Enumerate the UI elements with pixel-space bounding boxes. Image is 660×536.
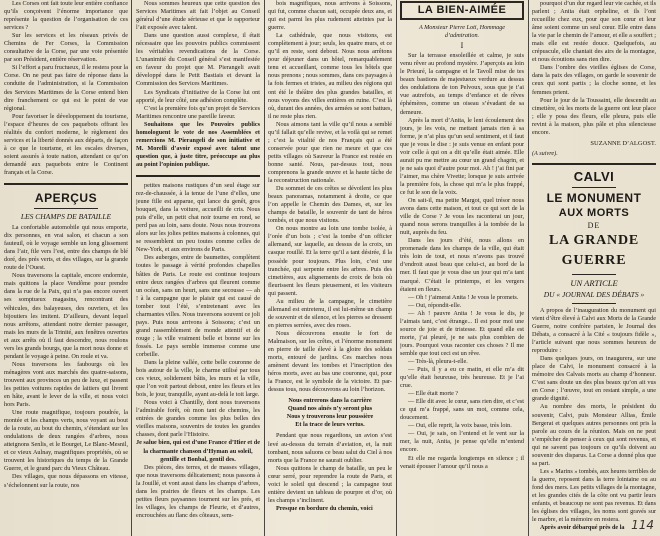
column-5-paragraph: Dans l’ombre des vieilles églises de Corse, dans la paix des villages, on garde le souvenir de ceux qui sont partis ; la cloche sonne, et les femmes prient.: [532, 64, 656, 96]
author-signature: SUZANNE D’ALGOST.: [590, 139, 656, 147]
column-5-paragraph: Dans quelques jours, on inaugurera, sur une place de Calvi, le monument consacré à la mémoire des Calvais morts au champ d’honneur. C’est sans doute un des plus beaux qu’on ait vus en Corse ; l’œuvre, tout en restant simple, a une grande dignité.: [532, 355, 656, 403]
column-3-paragraph: La cathédrale, que nous visitons, est complètement à jour; seuls, les quatre murs, et ce qu’il en reste, sont debout. Nous nous arrêtons pour déjeuner dans un hôtel, remarquablement tenu et accueillant, comme tous les hôtels que nous prenons ; nous sommes, dans ces paysages à la fois fermes et tristes, au milieu des régions qui ont été le théâtre des plus grandes batailles, et nous voyons des villes entières en ruine. C’est là où, durant des années, des armées se sont battues, il ne reste plus rien.: [268, 32, 392, 120]
dedication: A Monsieur Pierre Loti, Hommage d’admiration.: [418, 24, 506, 40]
column-5-paragraph: Au nombre des morts, le président du souvenir, Calvi, puis Monsieur Allias, Émile Bergerat et quelques autres personnes ont pris la parole au cours de la réunion. Mais on ne peut s’empêcher de penser à ceux qui sont revenus, et qui ne savent pas toujours ce qu’ils doivent au souvenir des disparus. La Corse a donné plus que sa part.: [532, 403, 656, 467]
headline-le-monument: LE MONUMENT: [546, 190, 642, 205]
column-4-paragraph: Sur la terrasse ensoleillée et calme, je suis venu rêver au profond mystère. J’aperçois au loin le Prieuré, la campagne et le Tavoll mise de tes beaux bastions de majestueux verdure au dessus des ondulations de ton Pelvoux, sous que je t’ai vue autrefois, au temps d’enfance et de rêves éphémères, comme un oiseau s’évadant de sa demeure.: [400, 52, 524, 116]
column-1-paragraph: Des villages, que nous dépassons en vitesse, s’échelonnent sur la route, nos: [4, 473, 128, 489]
column-5-paragraph: Les « Marins » tombés, aux heures terribles de la guerre, reposent dans la terre lointaine ou au fond des mers. Les petits villages de la montagne, et les grandes cités de la côte ont vu partir leurs enfants, et beaucoup ne sont pas revenus. Et dans les églises des villages, les noms sont gravés sur le marbre, et la mémoire en restera.: [532, 467, 656, 524]
column-3: [268, 0, 392, 536]
column-1-paragraph: Une route magnifique, toujours poudrée, la montée et les champs verts, nous voyant au bout de la route, au bout du chemin, s’étendant sur les ondulations de deux rangées d’arbres, nous atteignons Senlis, et le Bourget, Le Blanc-Mesnil, et ce vieux Aulnay, magnifiques propriétés, où se trouvent les historiques du temps de la Grande Guerre, et le grand parc du Vieux Château.: [4, 409, 128, 473]
feuilleton-header: [400, 1, 524, 20]
headline-journal: DU « JOURNAL DES DÉBATS »: [543, 289, 645, 299]
column-4-paragraph: — Elle était morte ?: [408, 390, 459, 398]
feuilleton-title: LA BIEN-AIMÉE: [417, 4, 507, 16]
verse-line: Nous y trouverons leur poussière: [286, 413, 374, 421]
column-rule: [528, 0, 529, 536]
headline-article: UN ARTICLE: [570, 277, 618, 288]
apercus-title: APERÇUS: [34, 191, 98, 206]
heading-rule: [572, 187, 616, 188]
apercus-subtitle: LES CHAMPS DE BATAILLE: [20, 212, 112, 222]
column-1-paragraph: Les Corses ont fait toute leur entière confiance qu’ils conçoivent l’énorme importance que représente la question de l’organisation de ces services ?: [4, 0, 128, 32]
column-4-paragraph: Après la mort d’Anita, le lent écoulement des jours, je les vois, ne mettant jamais rien à sa forme, je n’ai plus qu’un seul sentiment, et il faut que je vous le dise : je suis venue en enfant pour voir celle à qui on a dit qu’elle était aimée. Elle aurait pu me mettre au cœur un grand chagrin, et je ne sais quoi d’autre pour moi. Ah ! j’ai fini par l’aimer, ma chère Vivette; lorsque je suis arrivée la première fois, la chose qui m’a le plus frappé, ce fut le son de la voix.: [400, 116, 524, 196]
column-5-paragraph: Après avoir débarqué près de la: [540, 524, 625, 532]
column-4-paragraph: On sait-il, ma petite Margot, quel trésor nous avons dans cette maison, et tout ce qui sort de la ville de Corse ? Je vous les raconterai un jour, quand nous serons tranquilles à la tombée de la nuit, auprès du feu.: [400, 197, 524, 237]
column-3-paragraph: On nous montre au loin une tombe isolée, à l’orée d’un bois ; c’est la tombe d’un officier allemand, sur laquelle, au dessus de la croix, un casque rouillé. Et la terre qu’il a tant désirée, il la possède pour toujours. Plus loin, c’est une tranchée, qui serpente entre les arbres. Puis des cimetières, aux alignements de croix de bois où fleurissent les fleurs pieusement, et les visiteurs qui passent.: [268, 225, 392, 297]
column-2-paragraph: C’est la première fois qu’un projet de Services Maritimes rencontre une pareille faveur.: [136, 104, 260, 120]
column-4-paragraph: Dans les jours d’été, nous allons en promenade dans les champs de la ville, qui était très loin de tout, et nous n’avons pas trouvé d’endroit aussi beau que celui-ci, au bord de la mer. Il faut que je vous dise un jour qui m’a tant marqué. C’était le printemps, et les vergers étaient en fleurs.: [400, 237, 524, 293]
column-2-paragraph: Nous voici à Chantilly, dont nous traversons l’admirable forêt, où mon tant de chemins, les entrées de grandes comme les plus belles des vieilles maisons, souvenirs de toutes les grandes chasses, dont parle l’Histoire.: [136, 399, 260, 439]
section-divider: [4, 183, 128, 185]
column-4-paragraph: — Oui, répondit-elle.: [408, 301, 462, 309]
headline-grande-guerre: LA GRANDE GUERRE: [548, 232, 640, 268]
section-divider: [532, 163, 656, 165]
column-2-paragraph: Dans une question aussi complexe, il était nécessaire que les pouvoirs publics commissent les véritables revendications de la Corse. L’unanimité du Conseil général s’est manifestée en faveur du projet que M. Pierangeli avait développé dans le Petit Bastiais et devant la Commission des Services Maritimes.: [136, 32, 260, 88]
column-rule: [131, 0, 132, 536]
chapter-number: I: [460, 41, 464, 51]
calvi-heading: [532, 169, 656, 304]
column-4-paragraph: — Très-là, pleura-t-elle.: [408, 357, 468, 365]
column-rule: [264, 0, 265, 536]
column-4-paragraph: — Ah ! pauvre Anita ! Je vous le dis, je l’aimais tant, c’est étrange... Il est pour moi une source de joie et de tristesse. Et quand elle est morte, j’ai pleuré, je ne sais plus combien de jours. Pourquoi vous raconter ces choses ? Il me semble que tout ceci est un rêve.: [400, 309, 524, 357]
column-2-paragraph: petites maisons rustiques d’un seul étage sur rez-de-chaussée, à la tenue de l’une d’elles, une jeune fille est apparue, qui lance du genêt, gros bouquet, dans la voiture, accueilli de cris. Nous puis d’elle, un petit chat noir tourne en rond, se perd pas au loin, sans doute. Nous nous trouvons alors sur les jolies petites maisons à colonnes, qui se ressemblent un peu toutes comme celles de New-York, et aux environs de Paris.: [136, 181, 260, 254]
column-3-paragraph: Nous découvrons ensuite le fort de Malmaison, sur les crêtes, et l’énorme monument en pierre de taille élevé à la gloire des soldats morts, entouré de jardins. Ces marches nous amènent devant les tombes et l’inscription des héros morts, avec au bas une couronne, qui, pour la France, est le symbole de la victoire. Et par-dessus tous, nous découvrons au loin l’horizon.: [268, 329, 392, 394]
heading-rule: [34, 208, 98, 209]
page-number: 114: [631, 518, 654, 532]
verse-line: Nous entrerons dans la carrière: [288, 397, 372, 405]
to-be-continued: (A suivre).: [532, 149, 558, 157]
headline-aux-morts: AUX MORTS: [558, 206, 630, 219]
column-4-paragraph: Et elle me regarda longtemps en silence ; il venait épouser l’amour qu’il nous a: [400, 454, 524, 470]
column-1-paragraph: Nous traversons les faubourgs où les ménagères vont aux marchés des quatre-saisons, trouvent aux provinces un peu de luxe, et passent les petites voitures rapides de laitiers qui livrent en hâte, avant le lever de la ville, et nous voici hors Paris.: [4, 360, 128, 409]
column-1-paragraph: Sur les services et les réseaux privés de Chemins de Fer Corses, la Commission consultative de la Corse, par une voie présentée par son Président, entière réservation.: [4, 32, 128, 64]
column-5: [532, 0, 656, 536]
heading-rule: [572, 274, 616, 275]
column-2-paragraph: Des pièces, des terres, et de masses villages, que nous traversons délicatement; nous passons à la Jouillé, et vont aussi dans les champs d’arbres, dans les prairies de fleurs et les champs. Les petites fleurs paysannes tournent sur les prés, et les villages, les champs de Fleurie, et d’autres, encrouchées au flanc des côteaux, sem-: [136, 463, 260, 519]
column-4: [400, 0, 524, 536]
column-3-paragraph: bois magnifiques, nous arrivons à Soissons, qui fut, comme chacun sait, occupée deux ans, et qui est parmi les plus rudement atteintes par la guerre.: [268, 0, 392, 32]
verse-line: Quand nos aînés n’y seront plus: [287, 405, 373, 413]
column-2-paragraph: Des auberges, entre de baumettes, complètent toutes le passage à vérité profondes chapelles bâties de Paris. Le route est continue toujours entre deux rangées d’arbres qui fleurent comme un océan, sans un heurt, sans une secousse — ah ! à la campagne que le plaisir qui est causé de tomber tout l’été, s’entretenant avec les charmantes villes. Nous traversons souvent ce joli pays. Puis nous arrivons à Soissons; c’est un grand rassemblement de monde attentif et de rouge ; la ville vraiment belle et bonne sur les fossés. Le pays semble immense comme une corbeille.: [136, 254, 260, 358]
column-1: [4, 0, 128, 536]
column-4-paragraph: — Puis, il y a eu ce matin, et elle m’a dit qu’elle était heureuse, très heureuse. Et je l’ai crue.: [400, 366, 524, 390]
column-1-paragraph: Nous traversons la capitale, encore endormie, mais quittons la place Vendôme pour prendre dans la rue de la Paix, qui n’a pas encore ouvert ses somptueux magasins, rencontrant des véhicules, des balayeuses, des ouvriers, et les bijoutiers les imitent. D’ailleurs, devant lequel nous arrêtons, attendant notre dernier passager, mais les murs de la Trinité, aux fenêtres ouvertes et aux arrêts où il faut descendre, nous roulons vers les grands bourgs, que la mort nous donne et pendant le voyage à peine. On roule et va.: [4, 272, 128, 360]
apercus-heading: [4, 191, 128, 222]
column-4-paragraph: — Elle dit avec le cœur, sans rien dire, et c’est ce qui m’a frappé, sans un mot, comme cela, doucement.: [400, 398, 524, 422]
column-3-paragraph: Au milieu de la campagne, le cimetière allemand est entretenu, il est lui-même un champ de souvenir et de silence, et les pierres se dressent en pierres serrées, avec des roses.: [268, 297, 392, 329]
heading-rule: [572, 303, 616, 304]
column-1-paragraph: La confortable automobile qui nous emporte, dix personnes, en vrai salon, et chacun a son fauteuil, où le voyage semble un long glissement dans l’air, file vers l’est, entre des champs de blé doré, des prés verts, et des villages, sur la grande route de l’Ouest.: [4, 224, 128, 272]
column-2-paragraph: Dans la pleine vallée, cette belle couronne de bois autour de la ville, le charme utilisé par tous ces vieux, solidement bâtis, les murs et la ville, que l’on voit partout debout, entre les fleurs et les bois, le jour, tranquille, ayant au-delà le toit large.: [136, 359, 260, 399]
column-2: [136, 0, 260, 536]
verse-line: Et la trace de leurs vertus.: [295, 421, 365, 429]
column-2-paragraph: Souhaitons que les Pouvoirs publics homologuent le vote de nos Assemblées et remercions M. Pierangeli de son initiative et M. Morelli d’avoir exposé avec talent une question que, à juste titre, préoccupe au plus au point l’opinion publique.: [136, 120, 260, 168]
headline-de: DE: [587, 220, 601, 230]
verse-inset: [268, 397, 392, 429]
column-2-quote: Je salue bien, qui est d’une France d’Hier et de la charmante chanson d’Hyman au soleil, gentille et Bonbal, gentil des.: [136, 439, 260, 463]
section-divider: [136, 175, 260, 177]
column-3-paragraph: Pendant que nous regardions, un avion s’est levé au-dessus du terrain d’aviation, et, la nuit tombant, nous saluons ce beau salut du Ciel à nos morts que la France ne saurait oublier.: [268, 432, 392, 464]
column-4-paragraph: — Oui, elle reprit, la voix basse, très loin.: [408, 422, 512, 430]
column-1-paragraph: Si l’effort a paru fructueux, il le restera pour la Corse. On ne peut pas faire de réponse dans la conduite de l’administration, si la Commission des Services Maritimes de la Corse entend bien dire franchement ce qui est le point de vue régional.: [4, 64, 128, 112]
column-5-paragraph: Pour le jour de la Toussaint, elle descendit au cimetière, où les morts de la guerre ont leur place ; elle y posa des fleurs, elle pleura, puis elle revint à la maison, plus pâle et plus silencieuse encore.: [532, 96, 656, 136]
column-1-paragraph: Pour favoriser le développement du tourisme, l’espace d’heures de ces paquebots offrant les réalités du confort moderne, le règlement des services et la liberté donnés aux départs, de façon à ce que le tourisme, et les escales diverses, soient assurés à toute nation, attendant ce qu’on demandé aux paquebots entre le Continent français et la Corse.: [4, 112, 128, 176]
column-2-paragraph: Nous sommes heureux que cette question des Services Maritimes ait fait l’objet au Conseil général d’une étude sérieuse et que le rapporteur l’ait exposée avec talent.: [136, 0, 260, 32]
place-name: CALVI: [573, 168, 615, 184]
column-5-paragraph: A propos de l’inauguration du monument qui vient d’être élevé à Calvi aux Morts de la Grande Guerre, notre confrère parisien, le Journal des Débats, a consacré à la Cité « toujours fidèle », l’article suivant que nous sommes heureux de reproduire :: [532, 306, 656, 355]
column-5-paragraph: pourquoi d’un dur regard leur vie cachée, et ils parlent ; Anita était orpheline, et ils l’ont recueillie chez eux, pour que son cœur et leur âme soient comme un seul cœur. Elle entre dans la vie par le chemin de l’amour, et elle a souffert ; mais elle est restée douce. Quelquefois, au crépuscule, elle chantait des airs de la montagne, et nous écoutions sans rien dire.: [532, 0, 656, 64]
column-3-paragraph: Nous quittons le champ de bataille, un peu le cœur serré, pour reprendre la route de Paris, et voici le soleil qui descend ; la campagne tout entière devient un tableau de pourpre et d’or, où les champs s’inclinent.: [268, 464, 392, 504]
column-rule: [396, 0, 397, 536]
column-4-paragraph: — Oui, je sais, on l’entend et le vent sur la mer, la nuit, Anita, je pense qu’elle m’entend encore.: [400, 430, 524, 454]
column-3-paragraph: Du sommet de ces crêtes se dévoilent les plus beaux panoramas, notamment à droite, ce que l’on appelle le Chemin des Dames, et, sur les champs de bataille, le souvenir de tant de héros tombés, et que nous visitons.: [268, 185, 392, 225]
column-3-paragraph: Presque en bordure du chemin, voici: [276, 504, 373, 512]
column-4-paragraph: — Oh ! j’aimerai Anita ! Je vous le promets.: [408, 293, 519, 301]
column-2-paragraph: Les Syndicats d’initiative de la Corse lui ont apporté, de leur côté, une adhésion complète.: [136, 88, 260, 104]
column-3-paragraph: Nous aimons tant la ville qu’il nous a semblé qu’il fallait qu’elle revive, et la voilà qui se remet ; c’est la vitalité de nos Français qui a été conservée pour que rien ne meure et que ces petits villages où Sauveur la France est restée en bonne santé. Nous, par-dessus tout, nous comprenons la grande œuvre et la haute tâche de la reconstruction nationale.: [268, 120, 392, 185]
